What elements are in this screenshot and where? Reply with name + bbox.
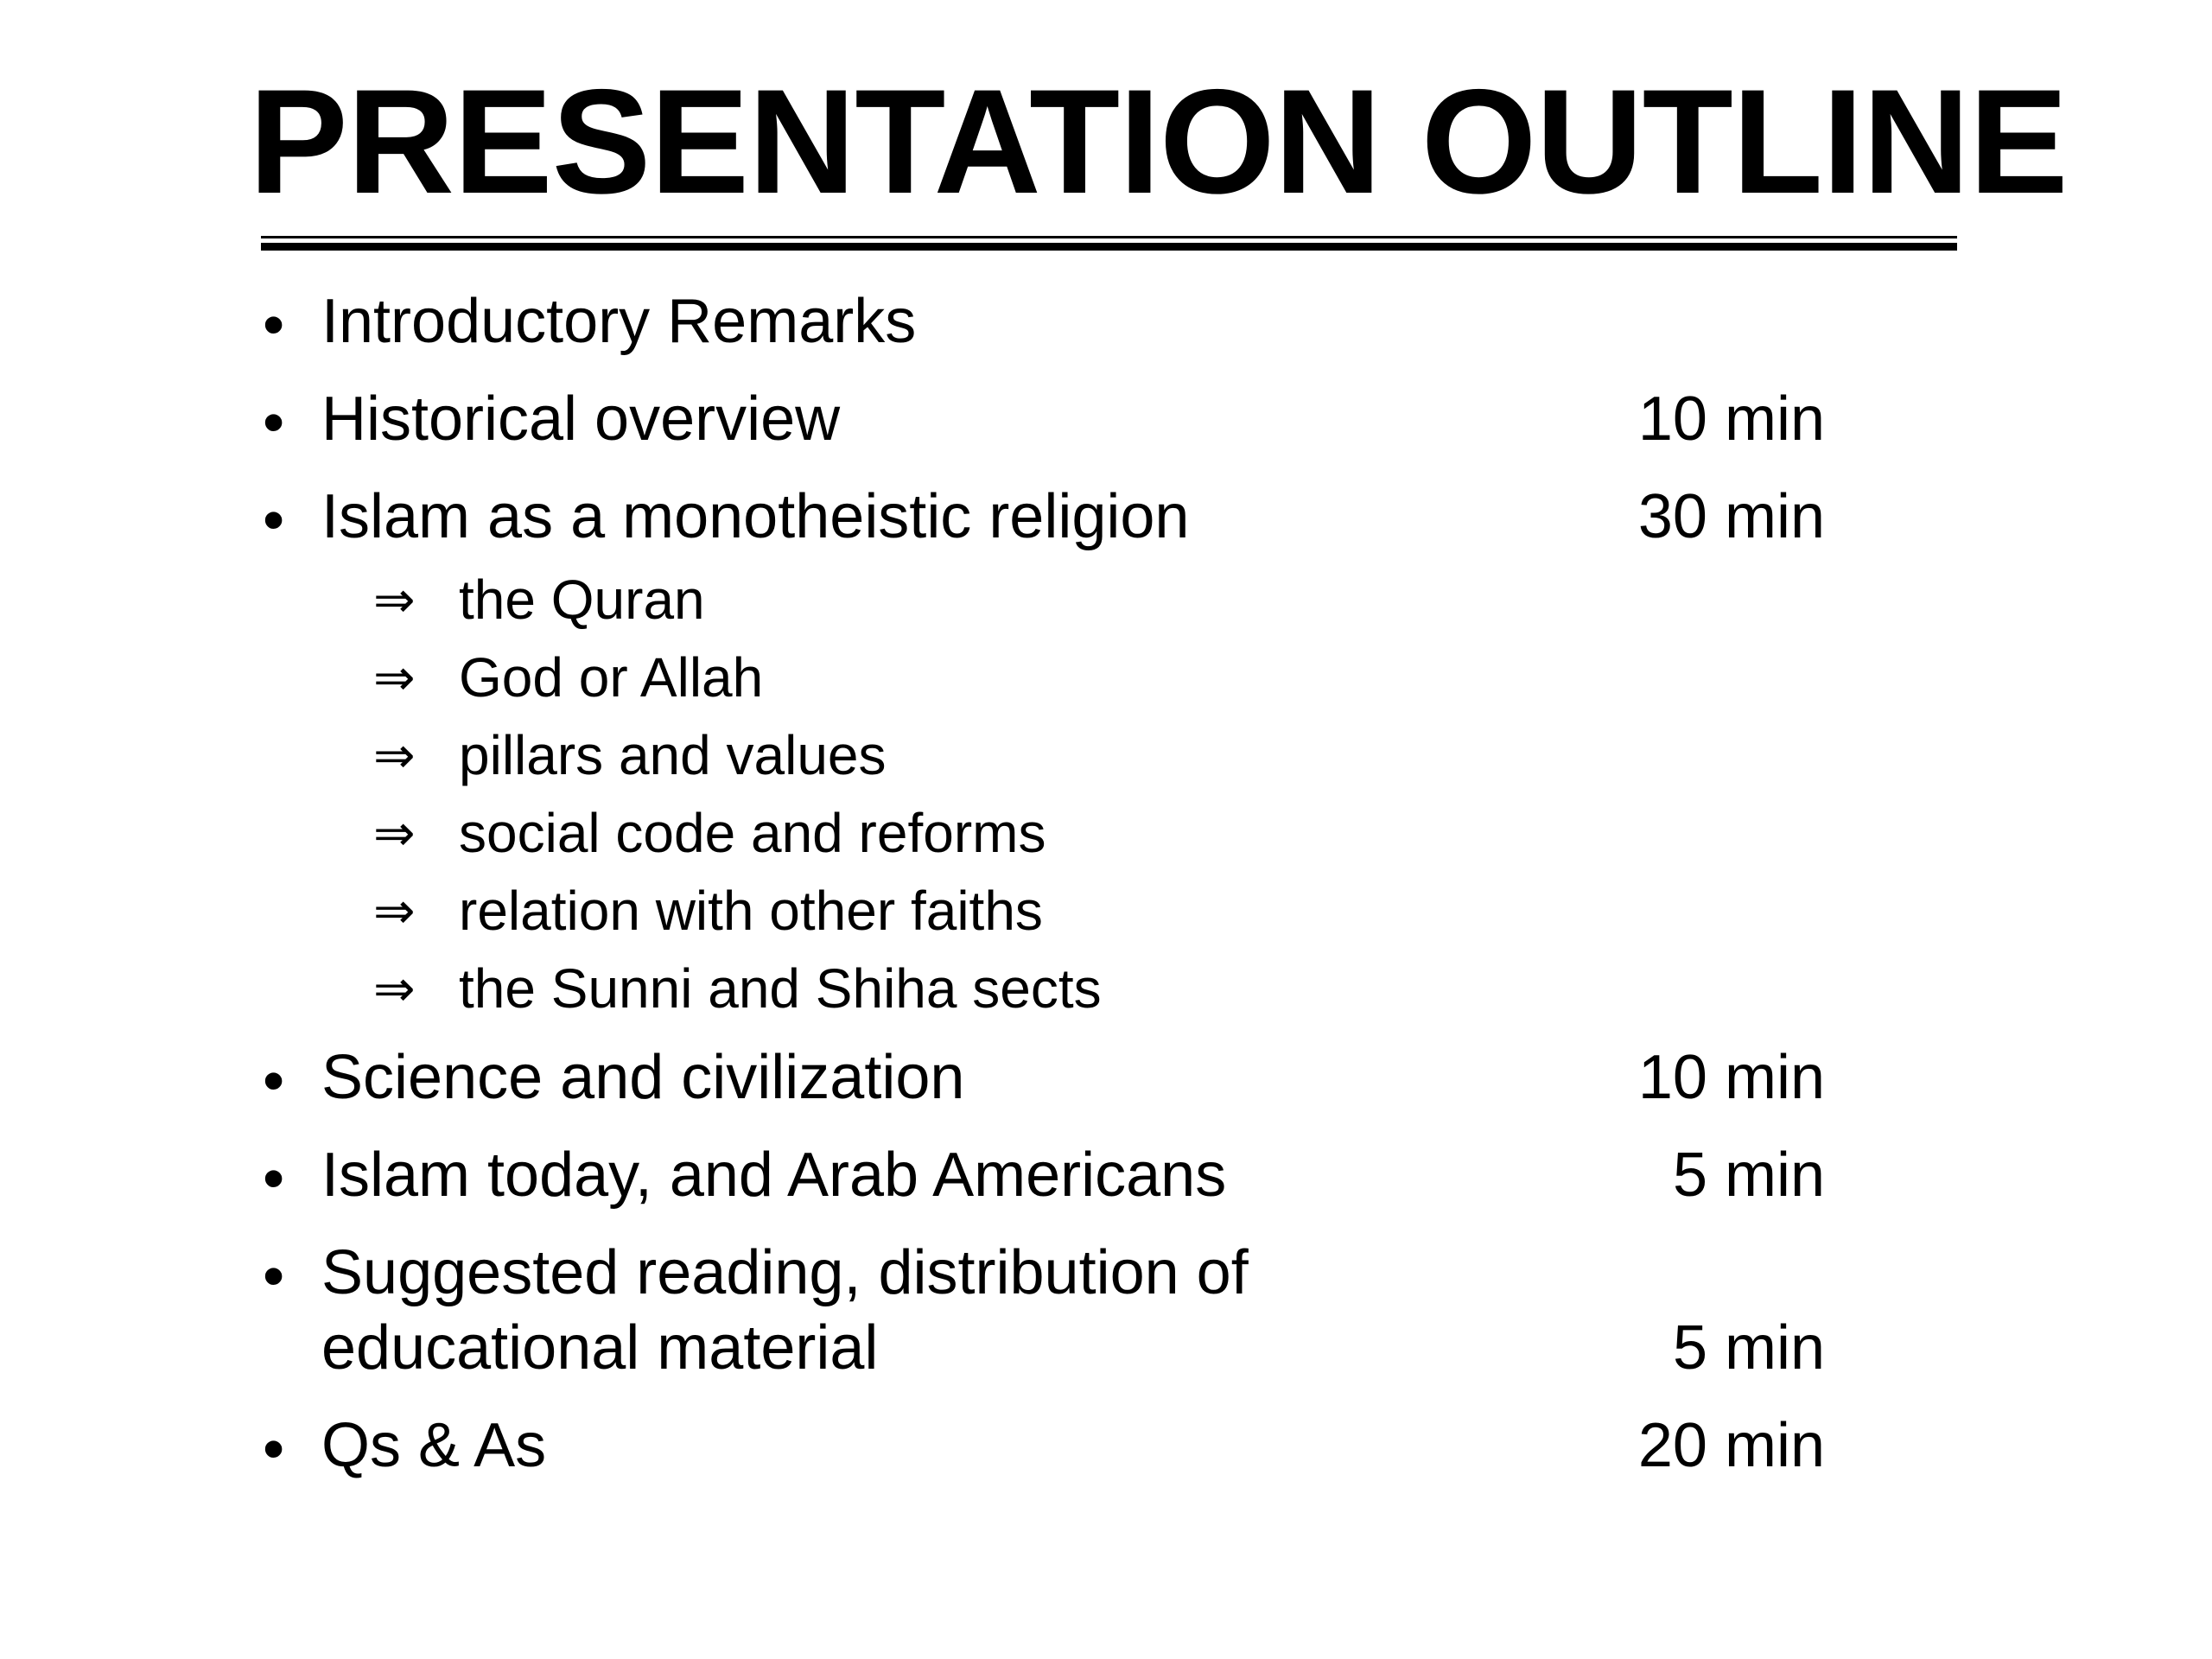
outline-item-label: Introductory Remarks (321, 287, 917, 356)
outline-item-duration: 30 min (1637, 482, 1825, 551)
implies-arrow-icon: ⇒ (373, 881, 416, 940)
outline-subitem-label: the Quran (459, 569, 705, 631)
outline-item-duration: 5 min (1672, 1313, 1825, 1382)
bullet-icon: • (263, 1414, 285, 1484)
implies-arrow-icon: ⇒ (373, 959, 416, 1018)
outline-item-label: Science and civilization (321, 1043, 965, 1112)
outline-item-label: Historical overview (321, 385, 841, 454)
page-title: PRESENTATION OUTLINE (249, 59, 2068, 225)
outline-subitem-label: pillars and values (459, 724, 887, 786)
outline-item-duration: 10 min (1637, 385, 1825, 454)
bullet-icon: • (263, 1242, 285, 1311)
outline-item-label: Islam today, and Arab Americans (321, 1141, 1227, 1210)
outline-item-duration: 20 min (1637, 1411, 1825, 1480)
implies-arrow-icon: ⇒ (373, 648, 416, 707)
outline-subitem-label: social code and reforms (459, 802, 1046, 864)
outline-item-label-line2: educational material (321, 1313, 879, 1382)
outline-item-duration: 10 min (1637, 1043, 1825, 1112)
bullet-icon: • (263, 1046, 285, 1116)
outline-subitem-label: the Sunni and Shiha sects (459, 957, 1102, 1020)
outline-item-duration: 5 min (1672, 1141, 1825, 1210)
outline-item-label-line1: Suggested reading, distribution of (321, 1238, 1249, 1307)
outline-item-label: Qs & As (321, 1411, 547, 1480)
outline-subitem-label: God or Allah (459, 646, 764, 709)
implies-arrow-icon: ⇒ (373, 804, 416, 862)
implies-arrow-icon: ⇒ (373, 726, 416, 785)
outline-item-label: Islam as a monotheistic religion (321, 482, 1190, 551)
implies-arrow-icon: ⇒ (373, 570, 416, 629)
bullet-icon: • (263, 486, 285, 555)
bullet-icon: • (263, 290, 285, 359)
bullet-icon: • (263, 1144, 285, 1213)
outline-subitem-label: relation with other faiths (459, 880, 1043, 942)
bullet-icon: • (263, 388, 285, 457)
